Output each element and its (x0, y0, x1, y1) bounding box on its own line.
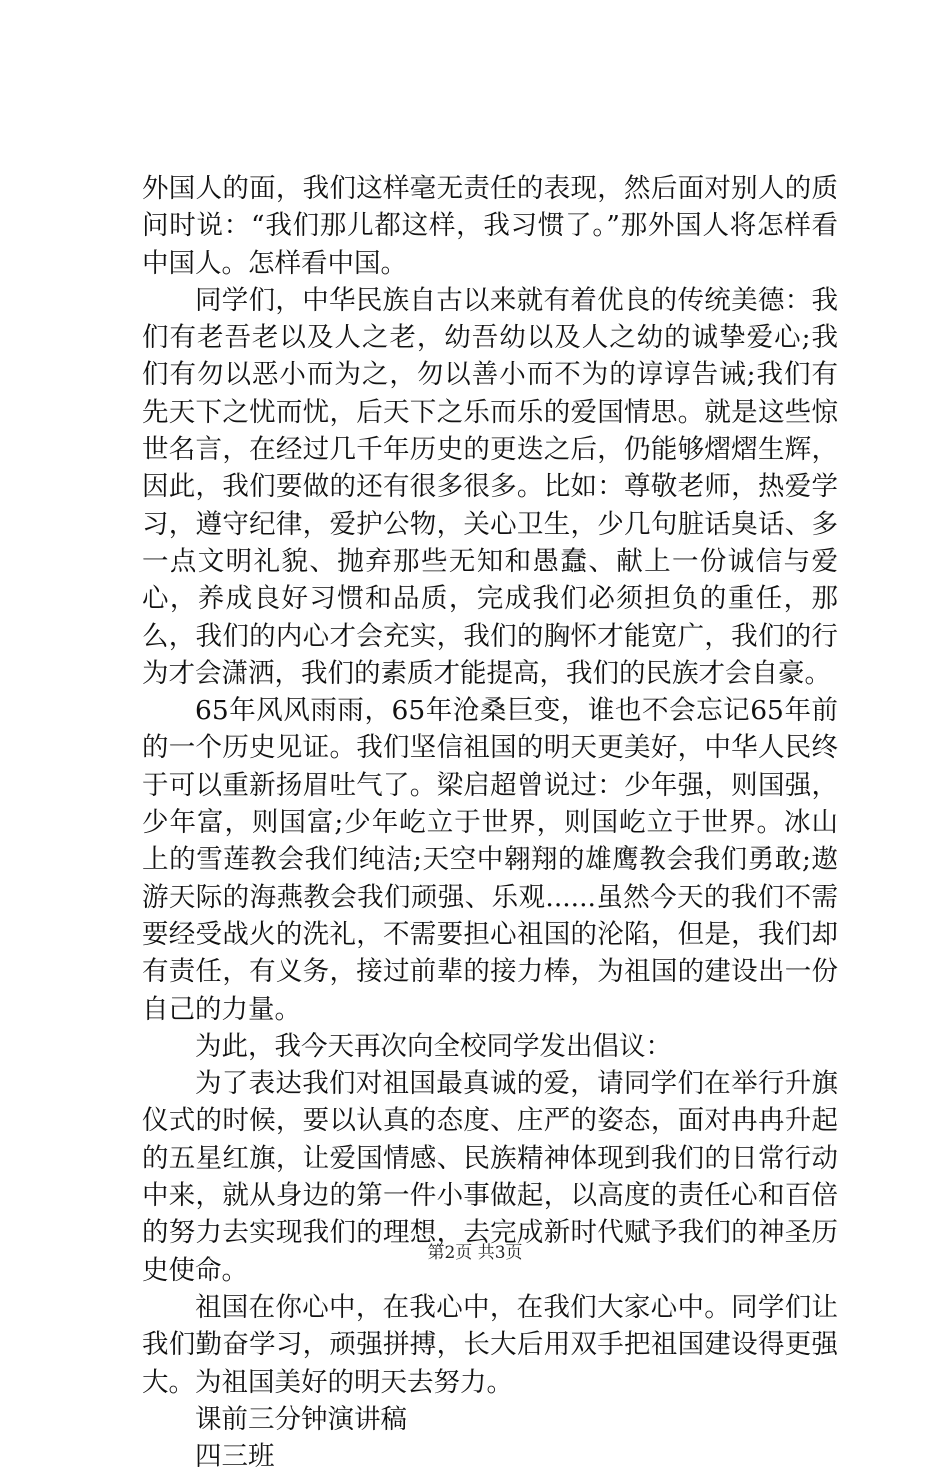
speech-title: 课前三分钟演讲稿 (195, 1403, 407, 1435)
paragraph-proposal-intro: 为此，我今天再次向全校同学发出倡议： (195, 1030, 672, 1062)
paragraph-closing: 祖国在你心中，在我心中，在我们大家心中。同学们让我们勤奋学习，顽强拼搏，长大后用双手把祖国建设得更强大。为祖国美好的明天去努力。 (142, 1291, 838, 1398)
page-number-footer: 第2页 共3页 (427, 1243, 523, 1263)
paragraph-continued: 外国人的面，我们这样毫无责任的表现，然后面对别人的质问时说：“我们那儿都这样，我习惯了。”那外国人将怎样看中国人。怎样看中国。 (142, 173, 838, 279)
paragraph-history: 65年风风雨雨，65年沧桑巨变，谁也不会忘记65年前的一个历史见证。我们坚信祖国的明天更美好，中华人民终于可以重新扬眉吐气了。梁启超曾说过：少年强，则国强，少年富，则国富;少年屹立于世界，则国屹立于世界。冰山上的雪莲教会我们纯洁;天空中翱翔的雄鹰教会我们勇敢;遨游天际的海燕教会我们顽强、乐观......虽然今天的我们不需要经受战火的洗礼，不需要担心祖国的沦陷，但是，我们却有责任，有义务，接过前辈的接力棒，为祖国的建设出一份自己的力量。 (142, 695, 838, 1025)
paragraph-proposal: 为了表达我们对祖国最真诚的爱，请同学们在举行升旗仪式的时候，要以认真的态度、庄严的姿态，面对冉冉升起的五星红旗，让爱国情感、民族精神体现到我们的日常行动中来，就从身边的第一件小事做起，以高度的责任心和百倍的努力去实现我们的理想，去完成新时代赋予我们的神圣历史使命。 (142, 1068, 838, 1286)
paragraph-traditional-virtues: 同学们，中华民族自古以来就有着优良的传统美德：我们有老吾老以及人之老，幼吾幼以及人之幼的诚挚爱心;我们有勿以恶小而为之，勿以善小而不为的谆谆告诫;我们有先天下之忧而忧，后天下之乐而乐的爱国情思。就是这些惊世名言，在经过几千年历史的更迭之后，仍能够熠熠生辉，因此，我们要做的还有很多很多。比如：尊敬老师，热爱学习，遵守纪律，爱护公物，关心卫生，少几句脏话臭话、多一点文明礼貌、抛弃那些无知和愚蠢、献上一份诚信与爱心，养成良好习惯和品质，完成我们必须担负的重任，那么，我们的内心才会充实，我们的胸怀才能宽广，我们的行为才会潇洒，我们的素质才能提高，我们的民族才会自豪。 (142, 284, 838, 689)
class-name: 四三班 (195, 1441, 275, 1473)
document-body (142, 170, 838, 1475)
